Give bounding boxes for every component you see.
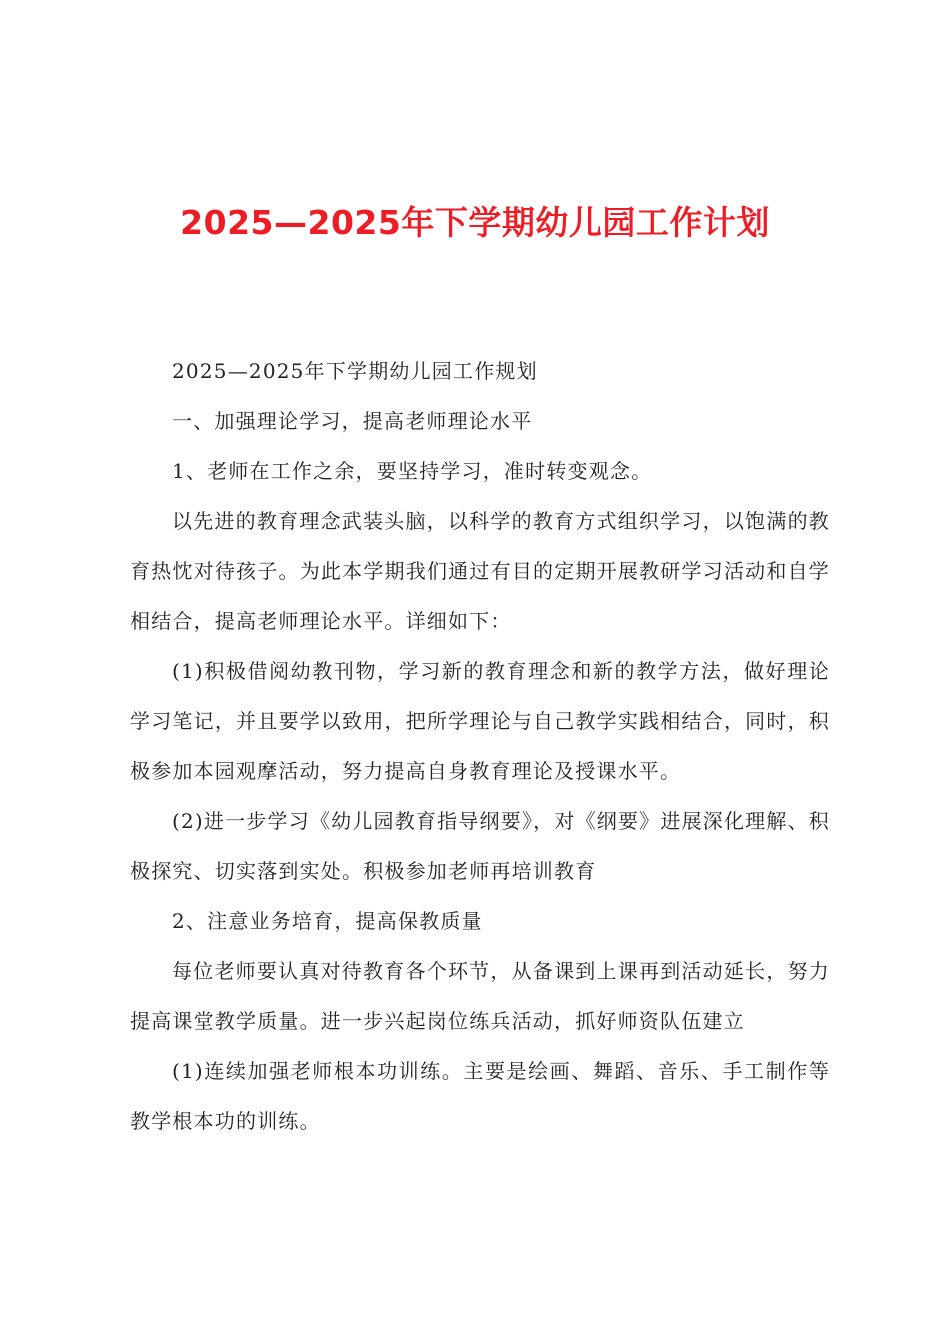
section-heading-theory-study: 一、加强理论学习，提高老师理论水平	[172, 409, 533, 433]
list-item-study-guidelines: (2)进一步学习《幼儿园教育指导纲要》，对《纲要》进展深化理解、积极探究、切实落到实处。积极参加老师再培训教育	[130, 809, 830, 883]
list-item-read-journals: (1)积极借阅幼教刊物，学习新的教育理念和新的教学方法，做好理论学习笔记，并且要学以致用，把所学理论与自己教学实践相结合，同时，积极参加本园观摩活动，努力提高自身教育理论及授课水平。	[130, 659, 830, 783]
document-body	[130, 346, 830, 1146]
subheading-business-training: 2、注意业务培育，提高保教质量	[172, 909, 483, 933]
paragraph-plan-heading: 2025—2025年下学期幼儿园工作规划	[172, 359, 538, 383]
list-item-basic-skills: (1)连续加强老师根本功训练。主要是绘画、舞蹈、音乐、手工制作等教学根本功的训练。	[130, 1059, 830, 1133]
paragraph-teaching-quality: 每位老师要认真对待教育各个环节，从备课到上课再到活动延长，努力提高课堂教学质量。进一步兴起岗位练兵活动，抓好师资队伍建立	[130, 959, 830, 1033]
paragraph-education-philosophy: 以先进的教育理念武装头脑，以科学的教育方式组织学习，以饱满的教育热忱对待孩子。为此本学期我们通过有目的定期开展教研学习活动和自学相结合，提高老师理论水平。详细如下：	[130, 509, 830, 633]
subheading-keep-learning: 1、老师在工作之余，要坚持学习，准时转变观念。	[172, 459, 653, 483]
document-title: 2025—2025年下学期幼儿园工作计划	[180, 203, 770, 242]
